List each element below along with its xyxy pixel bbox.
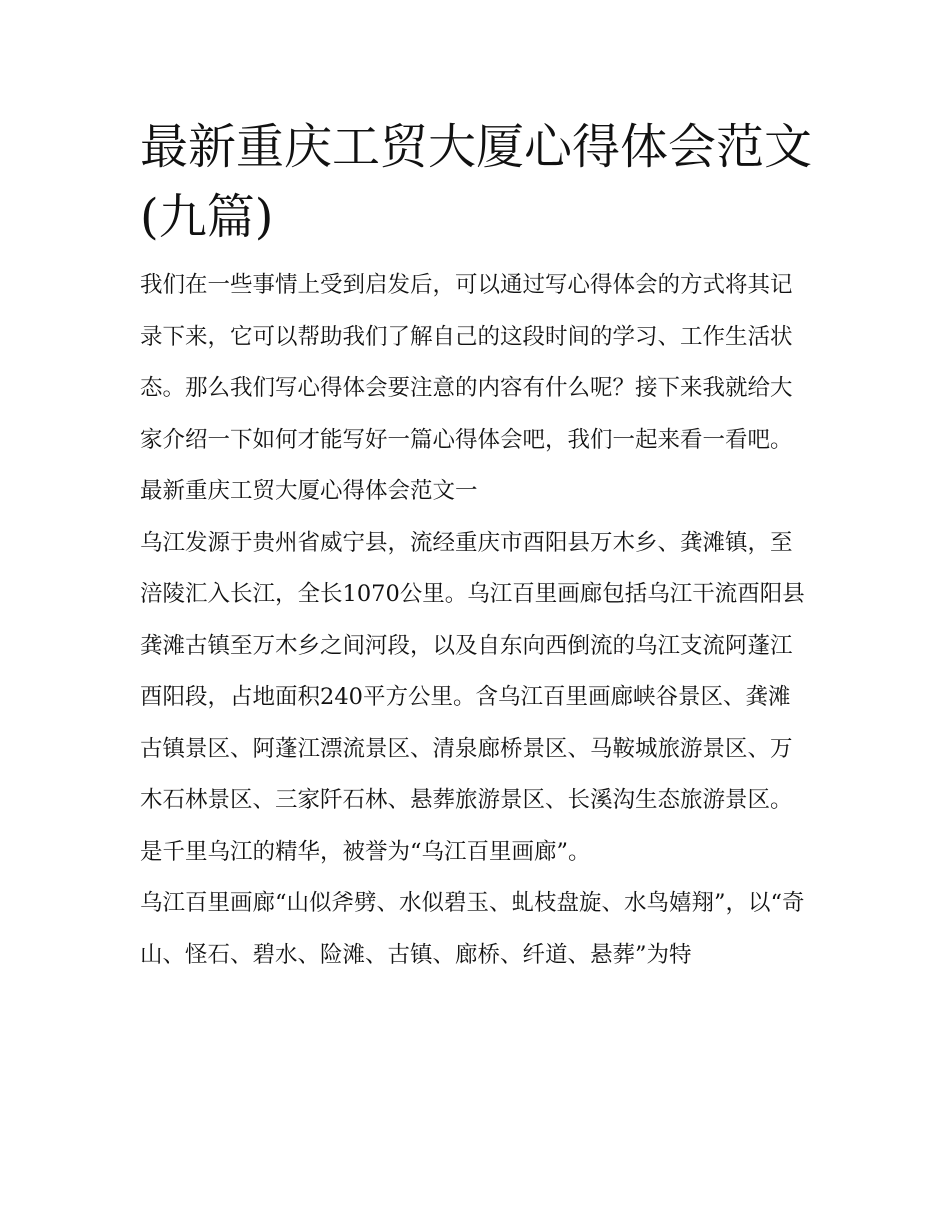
body-paragraph-1: 乌江发源于贵州省威宁县，流经重庆市酉阳县万木乡、龚滩镇，至涪陵汇入长江，全长1070公里。乌江百里画廊包括乌江干流酉阳县龚滩古镇至万木乡之间河段，以及自东向西倒流的乌江支流阿蓬江酉阳段，占地面积240平方公里。含乌江百里画廊峡谷景区、龚滩古镇景区、阿蓬江漂流景区、清泉廊桥景区、马鞍城旅游景区、万木石林景区、三家阡石林、悬葬旅游景区、长溪沟生态旅游景区。是千里乌江的精华，被誉为“乌江百里画廊”。 [140,529,805,865]
intro-paragraph: 我们在一些事情上受到启发后，可以通过写心得体会的方式将其记录下来，它可以帮助我们了解自己的这段时间的学习、工作生活状态。那么我们写心得体会要注意的内容有什么呢？接下来我就给大家介绍一下如何才能写好一篇心得体会吧，我们一起来看一看吧。 [140,272,793,453]
document-title: 最新重庆工贸大厦心得体会范文(九篇) [140,119,813,245]
section-heading: 最新重庆工贸大厦心得体会范文一 [140,478,478,504]
document-page [140,112,812,981]
body-paragraph-2: 乌江百里画廊“山似斧劈、水似碧玉、虬枝盘旋、水鸟嬉翔”，以“奇山、怪石、碧水、险滩、古镇、廊桥、纤道、悬葬”为特 [140,890,805,968]
